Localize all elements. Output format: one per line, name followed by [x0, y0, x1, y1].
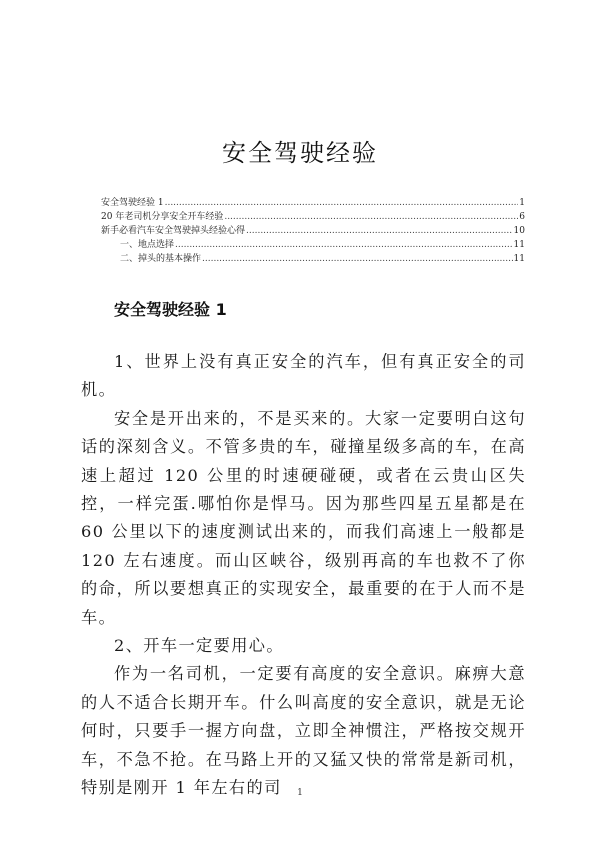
paragraph: 安全是开出来的，不是买来的。大家一定要明白这句话的深刻含义。不管多贵的车，碰撞星级多高的车，在高速上超过 120 公里的时速硬碰硬，或者在云贵山区失控，一样完蛋.哪怕你是悍马。因为那些四星五星都是在 60 公里以下的速度测试出来的，而我们高速上一般都是 120 左右速度。而山区峡谷，级别再高的车也救不了你的命，所以要想真正的实现安全，最重要的在于人而不是车。 [81, 408, 526, 627]
toc-subentry[interactable] [101, 252, 525, 266]
toc-entry-page: 10 [513, 226, 525, 236]
toc-leader-dots [175, 238, 513, 252]
paragraph: 1、世界上没有真正安全的汽车，但有真正安全的司机。 [81, 352, 526, 400]
toc-entry[interactable] [101, 196, 525, 210]
toc-leader-dots [246, 224, 513, 238]
toc-entry-label: 二、掉头的基本操作 [120, 254, 202, 264]
toc-leader-dots [224, 210, 518, 224]
toc-entry-page: 1 [519, 198, 525, 208]
document-title: 安全驾驶经验 [222, 139, 378, 167]
toc-leader-dots [165, 196, 519, 210]
toc-entry-label: 20 年老司机分享安全开车经验 [101, 212, 224, 222]
page-number: 1 [297, 788, 303, 798]
toc-entry-label: 一、地点选择 [120, 240, 175, 250]
paragraph: 2、开车一定要用心。 [114, 636, 284, 656]
section-heading: 安全驾驶经验 1 [114, 300, 227, 319]
toc-leader-dots [202, 252, 513, 266]
toc-entry[interactable] [101, 210, 525, 224]
table-of-contents [101, 196, 525, 266]
toc-entry-page: 6 [519, 212, 525, 222]
toc-entry-page: 11 [513, 240, 525, 250]
toc-entry[interactable] [101, 224, 525, 238]
toc-entry-label: 安全驾驶经验 1 [101, 198, 164, 208]
toc-subentry[interactable] [101, 238, 525, 252]
body-text [81, 348, 526, 803]
toc-entry-label: 新手必看汽车安全驾驶掉头经验心得 [101, 226, 246, 236]
toc-entry-page: 11 [513, 254, 525, 264]
paragraph: 作为一名司机，一定要有高度的安全意识。麻痹大意的人不适合长期开车。什么叫高度的安全意识，就是无论何时，只要手一握方向盘，立即全神惯注，严格按交规开车，不急不抢。在马路上开的又猛又快的常常是新司机，特别是刚开 1 年左右的司 [81, 664, 526, 798]
